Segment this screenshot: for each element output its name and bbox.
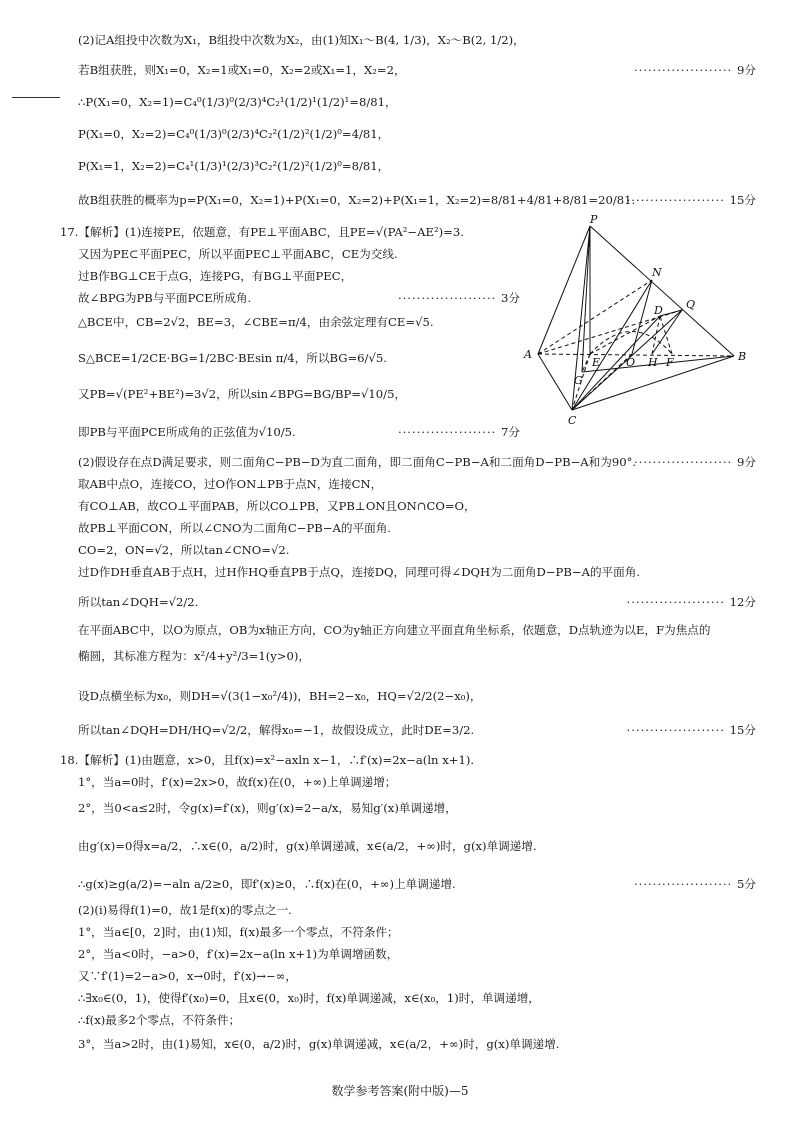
label-E: E bbox=[592, 356, 601, 369]
text-line: 故PB⊥平面CON，所以∠CNO为二面角C−PB−A的平面角. bbox=[78, 521, 391, 535]
ellipse-arc bbox=[590, 332, 672, 355]
margin-rule bbox=[12, 97, 60, 98]
text-line: 又PB=√(PE²+BE²)=3√2，所以sin∠BPG=BG/BP=√10/5， bbox=[78, 387, 407, 401]
score-marker bbox=[398, 424, 520, 440]
leader-dots: ····················· bbox=[633, 877, 738, 891]
leader-dots: ····················· bbox=[626, 193, 730, 207]
label-Q: Q bbox=[686, 298, 696, 311]
leader-dots: ····················· bbox=[633, 455, 738, 469]
text-line: 即PB与平面PCE所成角的正弦值为√10/5. bbox=[78, 425, 296, 439]
score-text: 5分 bbox=[737, 877, 756, 891]
leader-dots: ····················· bbox=[397, 291, 502, 305]
label-A: A bbox=[524, 348, 532, 361]
score-text: 9分 bbox=[737, 63, 756, 77]
page-footer: 数学参考答案(附中版)—5 bbox=[331, 1084, 469, 1098]
text-line: 2°，当a<0时，−a>0，f′(x)=2x−a(ln x+1)为单调增函数， bbox=[78, 947, 399, 961]
text-line: 3°，当a>2时，由(1)易知，x∈(0，a/2)时，g(x)单调递减，x∈(a/2，+∞)时，g(x)单调递增. bbox=[78, 1037, 560, 1051]
label-F: F bbox=[666, 356, 674, 369]
score-marker bbox=[398, 290, 520, 306]
leader-dots: ····················· bbox=[626, 723, 730, 737]
text-line: 在平面ABC中，以O为原点，OB为x轴正方向，CO为y轴正方向建立平面直角坐标系，依题意，D点轨迹为以E，F为焦点的 bbox=[78, 623, 711, 637]
score-marker bbox=[627, 594, 756, 610]
score-text: 15分 bbox=[729, 723, 756, 737]
score-text: 3分 bbox=[501, 291, 520, 305]
text-line: 1°，当a∈[0，2]时，由(1)知，f(x)最多一个零点，不符条件； bbox=[78, 925, 399, 939]
edge-AC bbox=[538, 354, 572, 410]
edge-PB bbox=[590, 226, 734, 356]
edge-AB bbox=[538, 354, 734, 356]
label-G: G bbox=[574, 374, 583, 387]
text-line: CO=2，ON=√2，所以tan∠CNO=√2. bbox=[78, 543, 290, 557]
label-D: D bbox=[654, 304, 663, 317]
text-line: 又因为PE⊂平面PEC，所以平面PEC⊥平面ABC，CE为交线. bbox=[78, 247, 398, 261]
score-text: 9分 bbox=[737, 455, 756, 469]
text-line: ∴g(x)≥g(a/2)=−aln a/2≥0，即f′(x)≥0，∴f(x)在(0，+∞)上单调递增. bbox=[78, 877, 456, 891]
leader-dots: ····················· bbox=[626, 595, 730, 609]
score-marker bbox=[627, 722, 756, 738]
text-line: 17.【解析】(1)连接PE，依题意，有PE⊥平面ABC，且PE=√(PA²−AE²)=3. bbox=[60, 225, 464, 239]
leader-dots: ····················· bbox=[397, 425, 502, 439]
text-line: 所以tan∠DQH=√2/2. bbox=[78, 595, 199, 609]
label-C: C bbox=[568, 414, 577, 427]
text-line: △BCE中，CB=2√2，BE=3，∠CBE=π/4，由余弦定理有CE=√5. bbox=[78, 315, 434, 329]
text-line: P(X₁=0，X₂=2)=C₄⁰(1/3)⁰(2/3)⁴C₂²(1/2)²(1/2)⁰=4/81， bbox=[78, 127, 390, 141]
text-line: 取AB中点O，连接CO，过O作ON⊥PB于点N，连接CN， bbox=[78, 477, 383, 491]
edge-CN bbox=[572, 280, 652, 410]
text-line: 2°，当0<a≤2时，令g(x)=f′(x)，则g′(x)=2−a/x，易知g′(x)单调递增， bbox=[78, 801, 457, 815]
text-line: 故∠BPG为PB与平面PCE所成角. bbox=[78, 291, 252, 305]
score-text: 15分 bbox=[729, 193, 756, 207]
text-line: ∴P(X₁=0，X₂=1)=C₄⁰(1/3)⁰(2/3)⁴C₂¹(1/2)¹(1/2)¹=8/81， bbox=[78, 95, 397, 109]
label-H: H bbox=[648, 356, 658, 369]
edge-PA bbox=[538, 226, 590, 354]
label-P: P bbox=[590, 214, 598, 226]
text-line: 设D点横坐标为x₀，则DH=√(3(1−x₀²/4))，BH=2−x₀，HQ=√2/2(2−x₀)， bbox=[78, 689, 482, 703]
text-line: 若B组获胜，则X₁=0，X₂=1或X₁=0，X₂=2或X₁=1，X₂=2， bbox=[78, 63, 406, 77]
edge-FD bbox=[660, 316, 672, 354]
tetrahedron-figure bbox=[520, 214, 770, 434]
text-line: 过B作BG⊥CE于点G，连接PG，有BG⊥平面PEC， bbox=[78, 269, 353, 283]
text-line: S△BCE=1/2CE·BG=1/2BC·BEsin π/4，所以BG=6/√5. bbox=[78, 351, 387, 365]
text-line: 由g′(x)=0得x=a/2，∴x∈(0，a/2)时，g(x)单调递减，x∈(a/2，+∞)时，g(x)单调递增. bbox=[78, 839, 537, 853]
text-line: ∴f(x)最多2个零点，不符条件； bbox=[78, 1013, 241, 1027]
text-line: 18.【解析】(1)由题意，x>0，且f(x)=x²−axln x−1，∴f′(x)=2x−a(ln x+1). bbox=[60, 753, 475, 767]
score-text: 12分 bbox=[729, 595, 756, 609]
label-N: N bbox=[652, 266, 662, 279]
label-O: O bbox=[626, 356, 636, 369]
score-marker bbox=[634, 876, 756, 892]
text-line: (2)假设存在点D满足要求，则二面角C−PB−D为直二面角，即二面角C−PB−A和二面角D−PB−A和为90°. bbox=[78, 455, 637, 469]
text-line: (2)记A组投中次数为X₁，B组投中次数为X₂，由(1)知X₁～B(4, 1/3)，X₂～B(2, 1/2)， bbox=[78, 33, 525, 47]
text-line: 故B组获胜的概率为p=P(X₁=0，X₂=1)+P(X₁=0，X₂=2)+P(X₁=1，X₂=2)=8/81+4/81+8/81=20/81. bbox=[78, 193, 636, 207]
text-line: 1°，当a=0时，f′(x)=2x>0，故f(x)在(0，+∞)上单调递增； bbox=[78, 775, 397, 789]
text-line: ∴∃x₀∈(0，1)，使得f′(x₀)=0，且x∈(0，x₀)时，f(x)单调递减，x∈(x₀，1)时，单调递增， bbox=[78, 991, 540, 1005]
text-line: 所以tan∠DQH=DH/HQ=√2/2，解得x₀=−1，故假设成立，此时DE=3/2. bbox=[78, 723, 475, 737]
text-line: 过D作DH垂直AB于点H，过H作HQ垂直PB于点Q，连接DQ，同理可得∠DQH为二面角D−PB−A的平面角. bbox=[78, 565, 641, 579]
score-text: 7分 bbox=[501, 425, 520, 439]
text-line: P(X₁=1，X₂=2)=C₄¹(1/3)¹(2/3)³C₂²(1/2)²(1/2)⁰=8/81， bbox=[78, 159, 390, 173]
leader-dots: ····················· bbox=[633, 63, 738, 77]
edge-CD bbox=[572, 316, 660, 410]
text-line: 椭圆，其标准方程为：x²/4+y²/3=1(y>0)， bbox=[78, 649, 310, 663]
score-marker bbox=[634, 454, 756, 470]
text-line: (2)(ⅰ)易得f(1)=0，故1是f(x)的零点之一. bbox=[78, 903, 292, 917]
score-marker bbox=[627, 192, 756, 208]
text-line: 又∵f′(1)=2−a>0，x→0时，f′(x)→−∞， bbox=[78, 969, 297, 983]
label-B: B bbox=[738, 350, 747, 363]
score-marker bbox=[634, 62, 756, 78]
text-line: 有CO⊥AB，故CO⊥平面PAB，所以CO⊥PB，又PB⊥ON且ON∩CO=O， bbox=[78, 499, 476, 513]
